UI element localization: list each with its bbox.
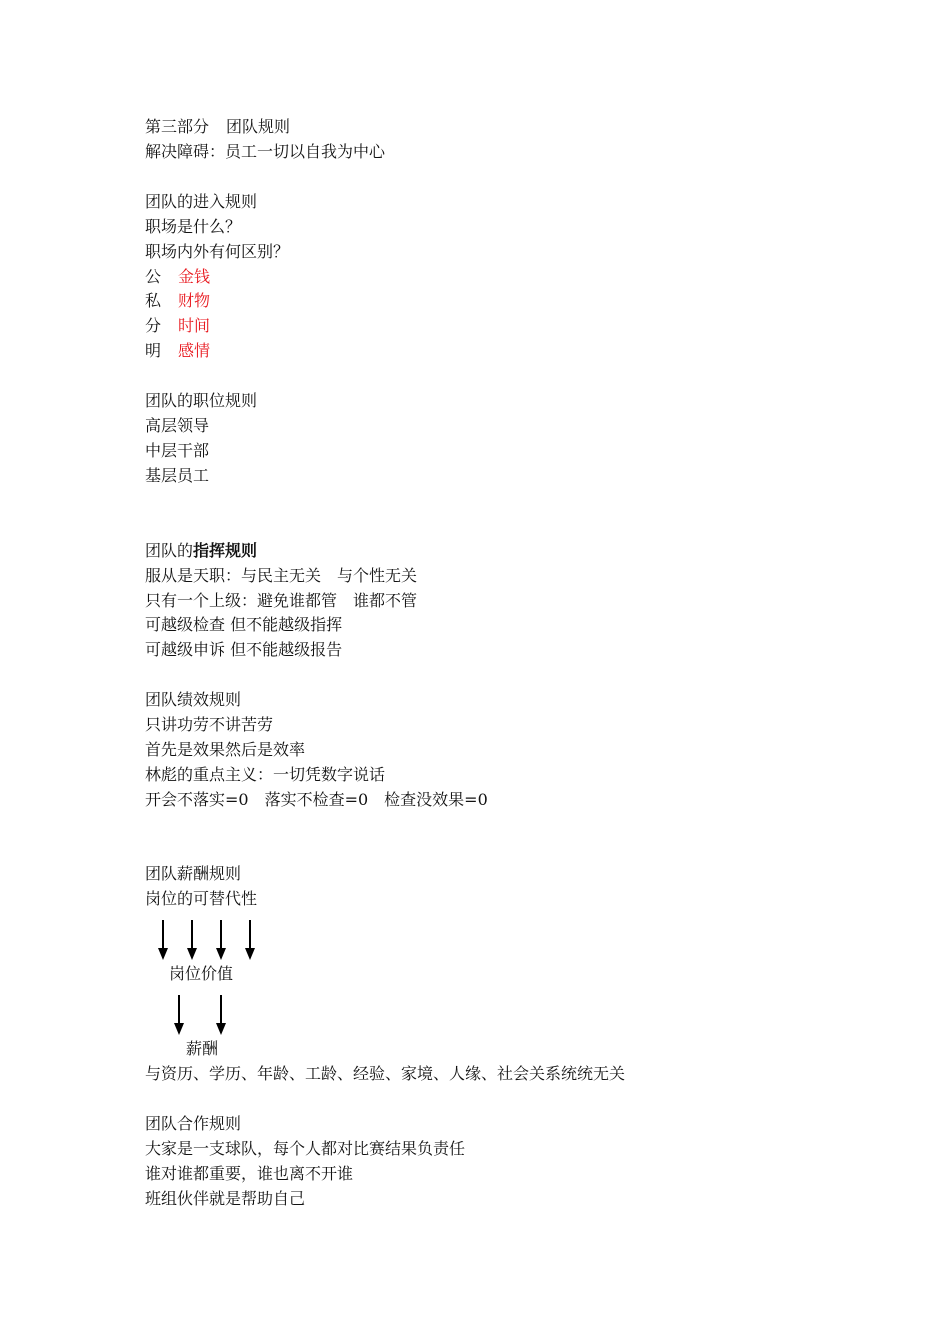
salary-value-label: 岗位价值: [169, 964, 234, 983]
command-line: 服从是天职：与民主无关 与个性无关: [145, 566, 418, 585]
entry-row-value: 财物: [178, 291, 211, 310]
entry-row-key: 明: [145, 341, 162, 360]
position-item: 中层干部: [145, 441, 210, 460]
performance-heading: 团队绩效规则: [145, 690, 242, 709]
entry-row: [145, 316, 210, 336]
down-arrow-icon: [245, 920, 255, 960]
section-title: [145, 117, 290, 137]
down-arrow-icon: [216, 920, 226, 960]
entry-row-key: 私: [145, 291, 162, 310]
down-arrow-icon: [187, 920, 197, 960]
command-line: 只有一个上级：避免谁都管 谁都不管: [145, 591, 418, 610]
down-arrow-icon: [174, 995, 184, 1035]
salary-pay-label: 薪酬: [186, 1039, 219, 1058]
entry-row-value: 金钱: [178, 267, 211, 286]
performance-line: 首先是效果然后是效率: [145, 740, 306, 759]
position-item: 高层领导: [145, 416, 210, 435]
section-part-label: 第三部分: [145, 117, 210, 136]
entry-heading: 团队的进入规则: [145, 192, 258, 211]
salary-irrelevant: 与资历、学历、年龄、工龄、经验、家境、人缘、社会关系统统无关: [145, 1064, 626, 1083]
salary-sub: 岗位的可替代性: [145, 889, 258, 908]
cooperation-line: 谁对谁都重要，谁也离不开谁: [145, 1164, 354, 1183]
obstacle-line: 解决障碍：员工一切以自我为中心: [145, 142, 386, 161]
down-arrow-icon: [216, 995, 226, 1035]
command-heading-bold: 指挥规则: [193, 541, 258, 560]
down-arrow-icon: [158, 920, 168, 960]
entry-row-value: 时间: [178, 316, 211, 335]
salary-heading: 团队薪酬规则: [145, 864, 242, 883]
cooperation-line: 大家是一支球队，每个人都对比赛结果负责任: [145, 1139, 466, 1158]
entry-row: [145, 341, 210, 361]
command-heading: [145, 541, 257, 561]
command-heading-prefix: 团队的: [145, 541, 194, 560]
entry-question-2: 职场内外有何区别？: [145, 242, 290, 261]
position-heading: 团队的职位规则: [145, 391, 258, 410]
cooperation-line: 班组伙伴就是帮助自己: [145, 1189, 306, 1208]
cooperation-heading: 团队合作规则: [145, 1114, 242, 1133]
entry-row: [145, 267, 210, 287]
performance-line: 林彪的重点主义：一切凭数字说话: [145, 765, 386, 784]
position-item: 基层员工: [145, 466, 210, 485]
section-name-label: 团队规则: [226, 117, 291, 136]
performance-line: 开会不落实=0 落实不检查=0 检查没效果=0: [145, 790, 488, 809]
command-line: 可越级检查 但不能越级指挥: [145, 615, 343, 634]
command-line: 可越级申诉 但不能越级报告: [145, 640, 343, 659]
entry-question-1: 职场是什么？: [145, 217, 242, 236]
entry-row-value: 感情: [178, 341, 211, 360]
entry-row-key: 公: [145, 267, 162, 286]
entry-row: [145, 291, 210, 311]
performance-line: 只讲功劳不讲苦劳: [145, 715, 274, 734]
entry-row-key: 分: [145, 316, 162, 335]
